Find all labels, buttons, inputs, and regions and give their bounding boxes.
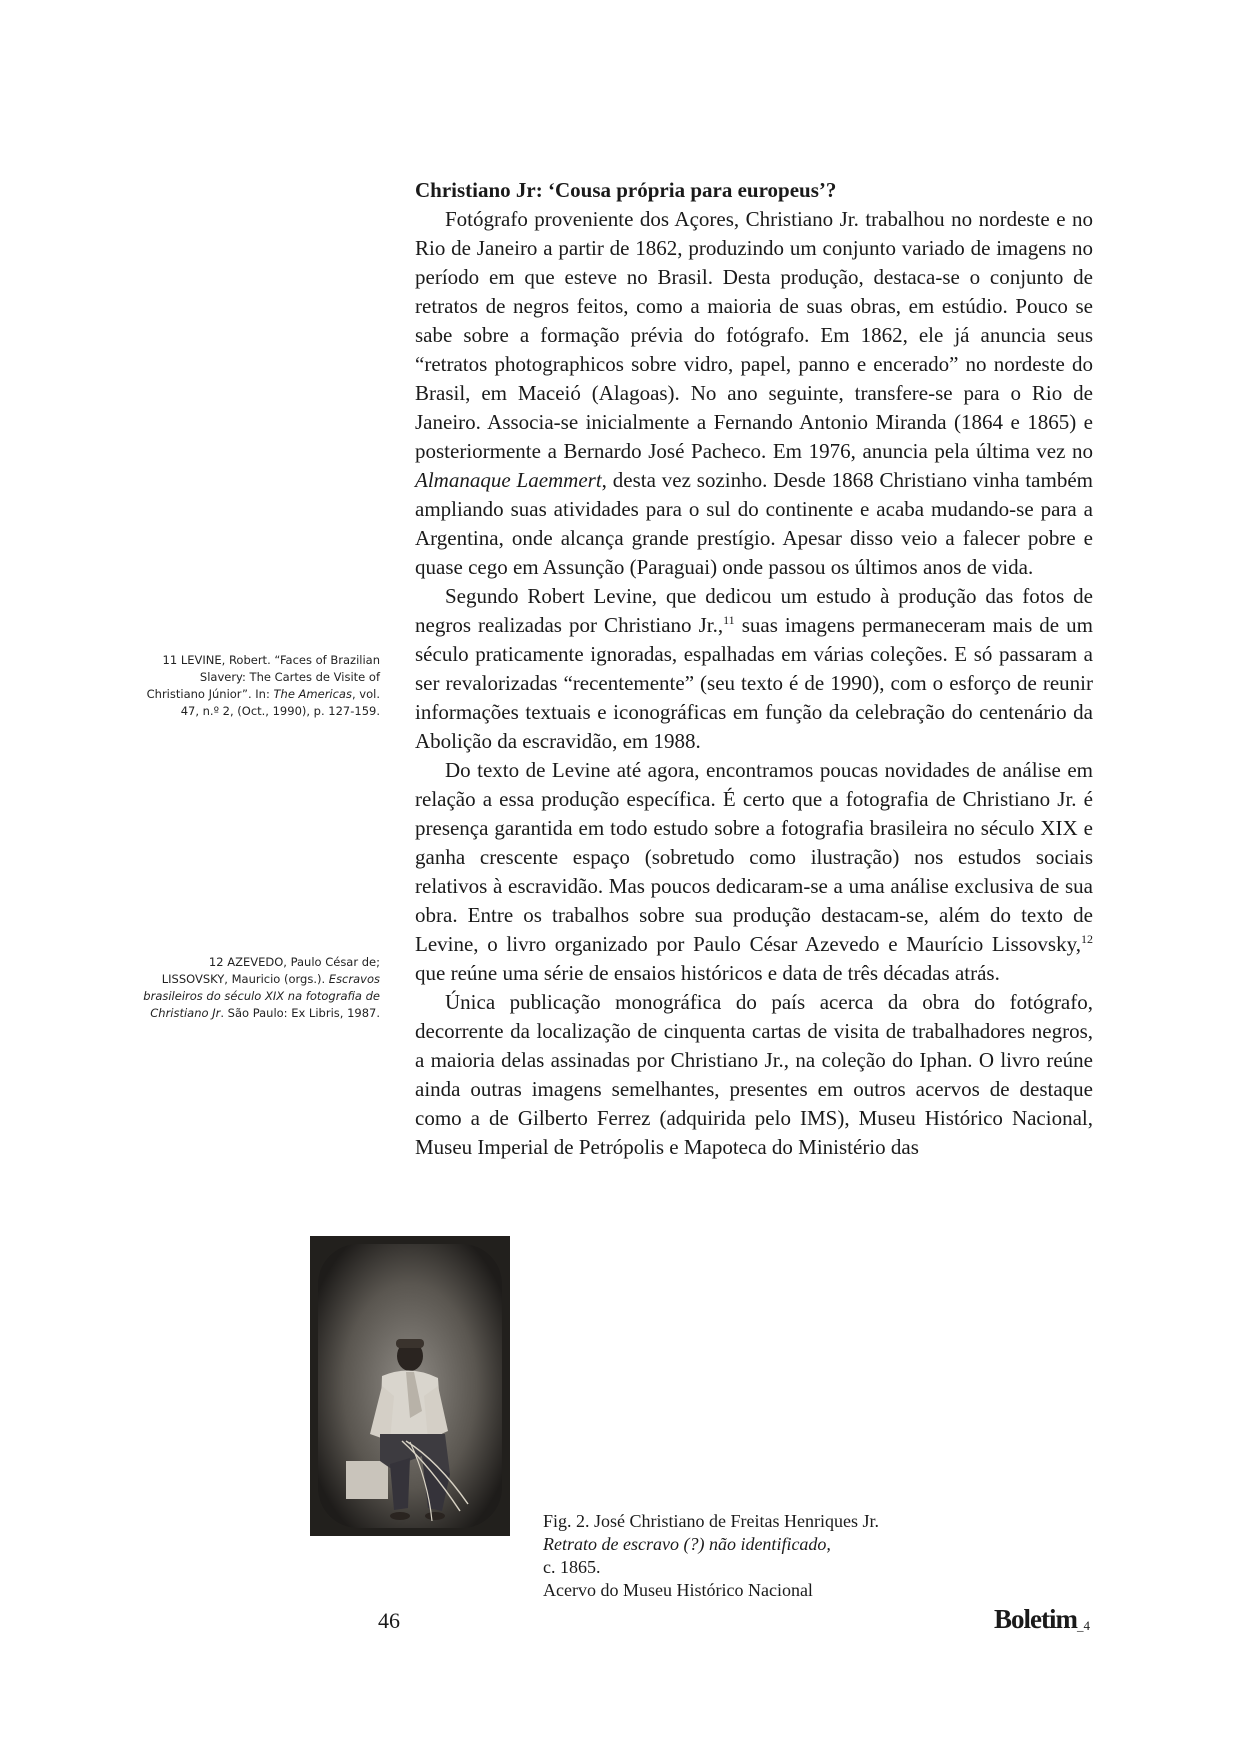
caption-date: c. 1865. [543, 1557, 601, 1577]
section-heading: Christiano Jr: ‘Cousa própria para europeus’? [415, 178, 837, 202]
page-number: 46 [378, 1608, 400, 1633]
logo-text: Boletim [994, 1604, 1077, 1634]
paragraph-1-end: , desta vez sozinho. Desde 1868 Christiano vinha também ampliando suas atividades para o sul do continente e acaba mudando-se para a Argentina, onde alcança grande prestígio. Apesar disso veio a falecer pobre e quase cego em Assunção (Paraguai) onde passou os últimos anos de vida. [415, 468, 1093, 579]
paragraph-3 [415, 756, 1093, 988]
article-body [415, 176, 1093, 1162]
footnote-11-end: , vol. 47, n.º 2, (Oct., 1990), p. 127-159. [180, 687, 380, 718]
footnote-12-text: 12 AZEVEDO, Paulo César de; LISSOVSKY, Mauricio (orgs.). [161, 955, 380, 986]
paragraph-1-text: Fotógrafo proveniente dos Açores, Christiano Jr. trabalhou no nordeste e no Rio de Janeiro a partir de 1862, produzindo um conjunto variado de imagens no período em que esteve no Brasil. Desta produção, destaca-se o conjunto de retratos de negros feitos, como a maioria de suas obras, em estúdio. Pouco se sabe sobre a formação prévia do fotógrafo. Em 1862, ele já anuncia seus “retratos photographicos sobre vidro, papel, panno e encerado” no nordeste do Brasil, em Maceió (Alagoas). No ano seguinte, transfere-se para o Rio de Janeiro. Associa-se inicialmente a Fernando Antonio Miranda (1864 e 1865) e posteriormente a Bernardo José Pacheco. Em 1976, anuncia pela última vez no [415, 207, 1093, 463]
footnote-12-end: . São Paulo: Ex Libris, 1987. [220, 1006, 380, 1020]
footnote-11-italic: The Americas [273, 687, 352, 701]
caption-line-3: Acervo do Museu Histórico Nacional [543, 1580, 813, 1600]
figure-photograph [310, 1236, 510, 1536]
footnote-ref-12: 12 [1081, 932, 1093, 946]
caption-title: Retrato de escravo (?) não identificado, [543, 1534, 831, 1554]
publication-logo [994, 1604, 1090, 1635]
paragraph-1-italic: Almanaque Laemmert [415, 468, 602, 492]
footnote-11 [140, 652, 380, 720]
footnote-ref-11: 11 [723, 613, 735, 627]
paragraph-3-end: que reúne uma série de ensaios históricos e data de três décadas atrás. [415, 961, 1000, 985]
paragraph-1 [415, 205, 1093, 582]
paragraph-2-end: suas imagens permaneceram mais de um século praticamente ignoradas, espalhadas em várias coleções. E só passaram a ser revalorizadas “recentemente” (seu texto é de 1990), com o esforço de reunir informações textuais e iconográficas em função da celebração do centenário da Abolição da escravidão, em 1988. [415, 613, 1093, 753]
paragraph-3-text: Do texto de Levine até agora, encontramos poucas novidades de análise em relação a essa produção específica. É certo que a fotografia de Christiano Jr. é presença garantida em todo estudo sobre a fotografia brasileira no século XIX e ganha crescente espaço (sobretudo como ilustração) nos estudos sociais relativos à escravidão. Mas poucos dedicaram-se a uma análise exclusiva de sua obra. Entre os trabalhos sobre sua produção destacam-se, além do texto de Levine, o livro organizado por Paulo César Azevedo e Maurício Lissovsky, [415, 758, 1093, 956]
paragraph-2 [415, 582, 1093, 756]
paragraph-4: Única publicação monográfica do país acerca da obra do fotógrafo, decorrente da localização de cinquenta cartas de visita de trabalhadores negros, a maioria delas assinadas por Christiano Jr., na coleção do Iphan. O livro reúne ainda outras imagens semelhantes, presentes em outros acervos de destaque como a de Gilberto Ferrez (adquirida pelo IMS), Museu Histórico Nacional, Museu Imperial de Petrópolis e Mapoteca do Ministério das [415, 990, 1093, 1159]
paragraph-2-text: Segundo Robert Levine, que dedicou um estudo à produção das fotos de negros realizadas por Christiano Jr., [415, 584, 1093, 637]
footnote-11-text: 11 LEVINE, Robert. “Faces of Brazilian Slavery: The Cartes de Visite of Christiano Júnior”. In: [146, 653, 380, 701]
footnote-12 [140, 954, 380, 1022]
logo-issue: _4 [1077, 1618, 1090, 1633]
figure-caption [543, 1510, 963, 1602]
caption-line-1: Fig. 2. José Christiano de Freitas Henriques Jr. [543, 1511, 879, 1531]
portrait-photo-image [310, 1236, 510, 1536]
caption-line-2 [543, 1533, 963, 1579]
footnote-12-italic: Escravos brasileiros do século XIX na fotografia de Christiano Jr [143, 972, 380, 1020]
